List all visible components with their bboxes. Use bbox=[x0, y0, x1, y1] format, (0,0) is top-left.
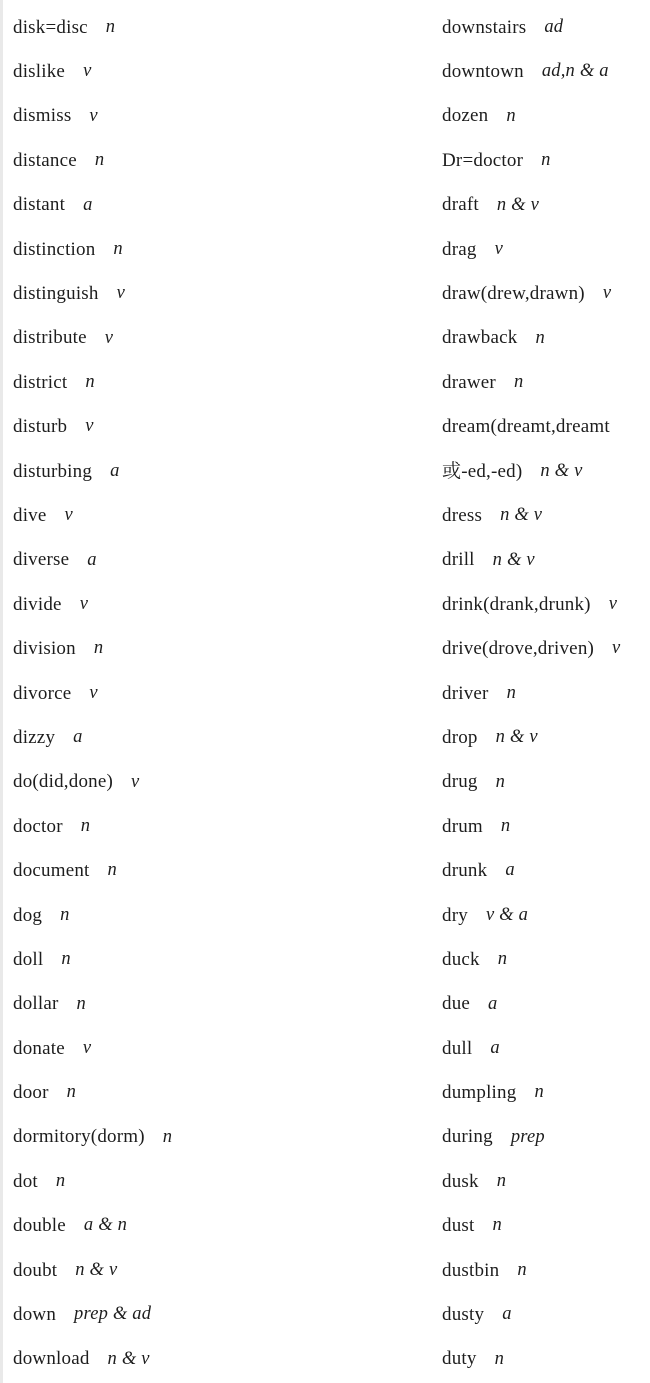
pos-tag: n bbox=[495, 771, 506, 792]
list-item bbox=[442, 804, 647, 848]
word-text: dull bbox=[442, 1037, 473, 1059]
list-item bbox=[13, 360, 428, 404]
pos-tag: prep & ad bbox=[74, 1304, 152, 1325]
list-item bbox=[13, 316, 428, 360]
pos-tag: v bbox=[82, 1037, 92, 1058]
list-item bbox=[442, 582, 647, 626]
list-item bbox=[442, 5, 647, 49]
word-text: dizzy bbox=[13, 726, 56, 748]
pos-tag: n bbox=[500, 815, 511, 836]
list-item bbox=[442, 937, 647, 981]
list-item bbox=[442, 493, 647, 537]
pos-tag: v bbox=[83, 61, 92, 82]
word-text: draw(drew,drawn) bbox=[442, 283, 585, 305]
word-text: duty bbox=[442, 1348, 477, 1370]
page-edge-line bbox=[0, 0, 3, 1383]
word-text: drill bbox=[442, 549, 475, 571]
pos-tag: n & v bbox=[500, 505, 543, 526]
list-item bbox=[13, 893, 428, 937]
list-item bbox=[442, 360, 647, 404]
list-item bbox=[442, 138, 647, 182]
word-text: drag bbox=[442, 238, 477, 260]
pos-tag: v & a bbox=[485, 904, 529, 925]
word-text: dot bbox=[13, 1170, 38, 1192]
word-text: disk=disc bbox=[13, 16, 88, 38]
word-text: diverse bbox=[13, 549, 70, 571]
list-item bbox=[13, 227, 428, 271]
word-text: duck bbox=[442, 948, 480, 970]
word-text: door bbox=[13, 1082, 49, 1104]
word-text: driver bbox=[442, 682, 489, 704]
pos-tag: v bbox=[602, 283, 612, 304]
pos-tag: a bbox=[83, 194, 93, 215]
pos-tag: a bbox=[505, 860, 515, 881]
list-item bbox=[442, 1204, 647, 1248]
list-item bbox=[442, 760, 647, 804]
pos-tag: n & v bbox=[495, 727, 538, 748]
list-item bbox=[13, 1292, 428, 1336]
pos-tag: n bbox=[105, 16, 116, 37]
word-text: distinguish bbox=[13, 283, 99, 305]
word-text: dusk bbox=[442, 1170, 479, 1192]
word-text: dust bbox=[442, 1215, 475, 1237]
word-text: Dr=doctor bbox=[442, 149, 524, 171]
word-text: drawback bbox=[442, 327, 518, 349]
list-item bbox=[442, 227, 647, 271]
pos-tag: n bbox=[60, 904, 70, 925]
pos-tag: v bbox=[494, 238, 503, 259]
pos-tag: n bbox=[535, 327, 545, 348]
word-text: distant bbox=[13, 194, 66, 216]
list-item bbox=[13, 582, 428, 626]
pos-tag: a bbox=[87, 549, 97, 570]
word-text: dormitory(dorm) bbox=[13, 1126, 145, 1148]
list-item bbox=[13, 138, 428, 182]
list-item bbox=[442, 626, 647, 670]
pos-tag: a & n bbox=[83, 1215, 128, 1236]
pos-tag: ad bbox=[544, 16, 564, 37]
pos-tag: a bbox=[110, 460, 120, 481]
list-item bbox=[442, 1070, 647, 1114]
pos-tag: n bbox=[541, 150, 551, 171]
word-text: distance bbox=[13, 149, 77, 171]
list-item bbox=[442, 1337, 647, 1381]
word-text: doctor bbox=[13, 815, 63, 837]
word-text: disturbing bbox=[13, 460, 93, 482]
pos-tag: a bbox=[488, 993, 498, 1014]
list-item bbox=[13, 183, 428, 227]
list-item bbox=[442, 1292, 647, 1336]
list-item bbox=[442, 893, 647, 937]
word-text: doll bbox=[13, 948, 44, 970]
list-item bbox=[442, 848, 647, 892]
word-text: dream(dreamt,dreamt bbox=[442, 416, 610, 438]
pos-tag: n bbox=[497, 949, 508, 970]
list-item bbox=[13, 671, 428, 715]
list-item bbox=[13, 626, 428, 670]
pos-tag: n bbox=[80, 815, 91, 836]
list-item bbox=[13, 804, 428, 848]
pos-tag: n bbox=[94, 150, 105, 171]
list-item bbox=[13, 538, 428, 582]
list-item bbox=[442, 715, 647, 759]
pos-tag: n & v bbox=[492, 549, 535, 570]
list-item bbox=[442, 1115, 647, 1159]
pos-tag: n bbox=[534, 1082, 544, 1103]
list-item bbox=[13, 1115, 428, 1159]
list-item bbox=[13, 1204, 428, 1248]
word-text: dress bbox=[442, 504, 483, 526]
pos-tag: a bbox=[490, 1037, 500, 1058]
pos-tag: v bbox=[85, 416, 94, 437]
word-column-left bbox=[13, 0, 428, 1381]
list-item bbox=[442, 405, 647, 449]
pos-tag: n bbox=[76, 993, 86, 1014]
list-item bbox=[442, 49, 647, 93]
list-item bbox=[442, 1159, 647, 1203]
pos-tag: n & v bbox=[75, 1259, 118, 1280]
word-text: divide bbox=[13, 593, 62, 615]
word-text: dislike bbox=[13, 61, 66, 83]
pos-tag: n bbox=[162, 1126, 173, 1147]
list-item bbox=[13, 493, 428, 537]
list-item bbox=[13, 1337, 428, 1381]
pos-tag: n & v bbox=[496, 194, 539, 215]
list-item bbox=[442, 982, 647, 1026]
word-text: downtown bbox=[442, 61, 524, 83]
word-text: due bbox=[442, 993, 471, 1015]
list-item bbox=[442, 1248, 647, 1292]
pos-tag: v bbox=[64, 505, 73, 526]
word-text: dry bbox=[442, 904, 468, 926]
list-item bbox=[442, 183, 647, 227]
pos-tag: n bbox=[93, 638, 104, 659]
word-text: document bbox=[13, 860, 90, 882]
list-item bbox=[442, 449, 647, 493]
list-item bbox=[13, 1159, 428, 1203]
pos-tag: n bbox=[113, 238, 123, 259]
word-text: drum bbox=[442, 815, 483, 837]
list-item bbox=[13, 760, 428, 804]
pos-tag: n bbox=[107, 860, 117, 881]
pos-tag: a bbox=[502, 1304, 512, 1325]
word-text: district bbox=[13, 371, 68, 393]
pos-tag: a bbox=[73, 727, 83, 748]
word-text: drive(drove,driven) bbox=[442, 638, 595, 660]
pos-tag: v bbox=[89, 682, 98, 703]
word-text: down bbox=[13, 1304, 57, 1326]
list-item bbox=[13, 1026, 428, 1070]
pos-tag: v bbox=[89, 105, 98, 126]
word-text: draft bbox=[442, 194, 479, 216]
pos-tag: n & v bbox=[107, 1348, 150, 1369]
list-item bbox=[13, 449, 428, 493]
word-text: doubt bbox=[13, 1259, 58, 1281]
pos-tag: v bbox=[612, 638, 621, 659]
list-item bbox=[442, 316, 647, 360]
pos-tag: v bbox=[104, 327, 114, 348]
list-item bbox=[442, 1026, 647, 1070]
pos-tag: n bbox=[55, 1171, 66, 1192]
list-item bbox=[442, 94, 647, 138]
word-text: downstairs bbox=[442, 16, 527, 38]
pos-tag: ad,n & a bbox=[541, 61, 609, 82]
word-text: dollar bbox=[13, 993, 59, 1015]
list-item bbox=[13, 982, 428, 1026]
pos-tag: v bbox=[79, 594, 89, 615]
pos-tag: n bbox=[66, 1082, 77, 1103]
pos-tag: n & v bbox=[540, 460, 583, 481]
word-text: dog bbox=[13, 904, 43, 926]
word-text: download bbox=[13, 1348, 90, 1370]
list-item bbox=[13, 49, 428, 93]
word-text: drug bbox=[442, 771, 478, 793]
list-item bbox=[13, 715, 428, 759]
pos-tag: n bbox=[494, 1348, 505, 1369]
word-text: drunk bbox=[442, 860, 488, 882]
list-item bbox=[13, 5, 428, 49]
word-text: drawer bbox=[442, 371, 496, 393]
list-item bbox=[13, 1248, 428, 1292]
word-text: dozen bbox=[442, 105, 489, 127]
pos-tag: n bbox=[506, 682, 517, 703]
word-text: 或-ed,-ed) bbox=[442, 460, 523, 482]
word-text: distribute bbox=[13, 327, 87, 349]
word-text: dismiss bbox=[13, 105, 72, 127]
pos-tag: n bbox=[492, 1215, 502, 1236]
pos-tag: n bbox=[517, 1259, 527, 1280]
word-text: distinction bbox=[13, 238, 96, 260]
pos-tag: n bbox=[85, 372, 95, 393]
list-item bbox=[13, 848, 428, 892]
word-text: double bbox=[13, 1215, 66, 1237]
word-text: division bbox=[13, 638, 76, 660]
pos-tag: prep bbox=[510, 1126, 545, 1147]
word-text: dustbin bbox=[442, 1259, 500, 1281]
list-item bbox=[442, 538, 647, 582]
word-text: dusty bbox=[442, 1304, 485, 1326]
word-text: dumpling bbox=[442, 1082, 517, 1104]
word-text: drop bbox=[442, 726, 478, 748]
list-item bbox=[13, 94, 428, 138]
pos-tag: v bbox=[116, 283, 126, 304]
list-item bbox=[13, 1070, 428, 1114]
pos-tag: n bbox=[506, 105, 516, 126]
word-text: disturb bbox=[13, 416, 68, 438]
pos-tag: n bbox=[61, 949, 71, 970]
list-item bbox=[13, 271, 428, 315]
list-item bbox=[442, 271, 647, 315]
list-item bbox=[13, 937, 428, 981]
word-text: during bbox=[442, 1126, 493, 1148]
word-text: drink(drank,drunk) bbox=[442, 593, 591, 615]
list-item bbox=[442, 671, 647, 715]
pos-tag: n bbox=[513, 372, 524, 393]
list-item bbox=[13, 405, 428, 449]
word-text: donate bbox=[13, 1037, 65, 1059]
word-column-right bbox=[442, 0, 647, 1381]
word-text: divorce bbox=[13, 682, 72, 704]
pos-tag: v bbox=[608, 594, 618, 615]
pos-tag: v bbox=[131, 771, 140, 792]
word-text: do(did,done) bbox=[13, 771, 114, 793]
word-text: dive bbox=[13, 504, 47, 526]
pos-tag: n bbox=[496, 1171, 507, 1192]
